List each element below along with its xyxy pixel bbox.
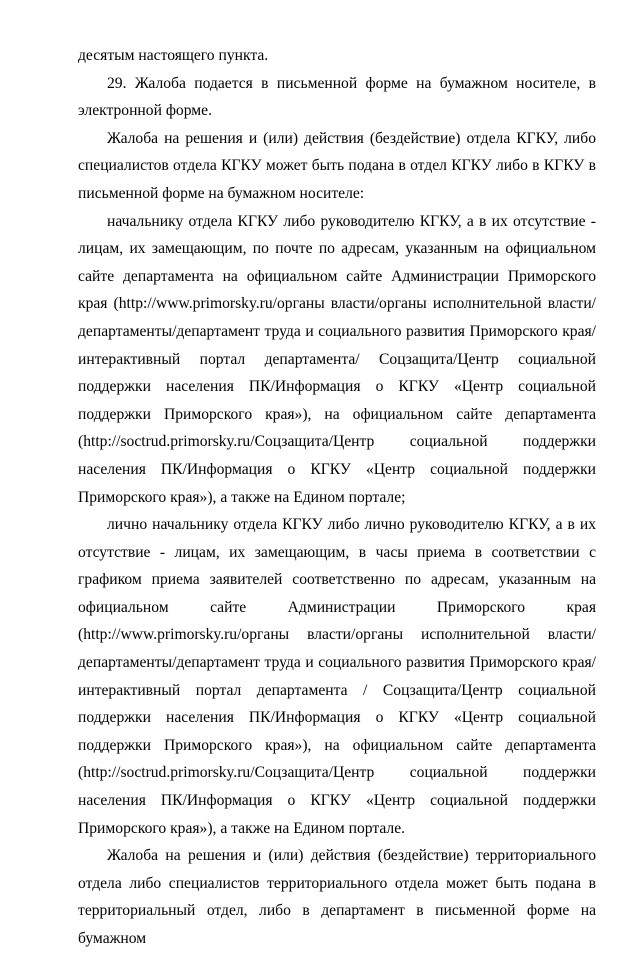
paragraph-item-29: 29. Жалоба подается в письменной форме на бумажном носителе, в электронной форме. xyxy=(78,74,596,120)
paragraph-continuation: десятым настоящего пункта. xyxy=(78,47,269,64)
paragraph-by-mail: начальнику отдела КГКУ либо руководителю КГКУ, а в их отсутствие - лицам, их замещающим, по почте по адресам, указанным на официальном сайте департамента на официальном сайте Администрации Приморского края (http://www.primorsky.ru/органы власти/органы исполнительной власти/департаменты/департамент труда и социального развития Приморского края/интерактивный портал департамента/ Соцзащита/Центр социальной поддержки населения ПК/Информация о КГКУ «Центр социальной поддержки Приморского края»), на официальном сайте департамента (http://soctrud.primorsky.ru/Соцзащита/Центр социальной поддержки населения ПК/Информация о КГКУ «Центр социальной поддержки Приморского края»), а также на Едином портале; xyxy=(78,212,596,506)
paragraph-complaint-department: Жалоба на решения и (или) действия (бездействие) отдела КГКУ, либо специалистов отдела КГКУ может быть подана в отдел КГКУ либо в КГКУ в письменной форме на бумажном носителе: xyxy=(78,129,596,202)
paragraph-in-person: лично начальнику отдела КГКУ либо лично руководителю КГКУ, а в их отсутствие - лицам, их замещающим, в часы приема в соответствии с графиком приема заявителей соответственно по адресам, указанным на официальном сайте Администрации Приморского края (http://www.primorsky.ru/органы власти/органы исполнительной власти/департаменты/департамент труда и социального развития Приморского края/интерактивный портал департамента / Соцзащита/Центр социальной поддержки населения ПК/Информация о КГКУ «Центр социальной поддержки Приморского края»), на официальном сайте департамента (http://soctrud.primorsky.ru/Соцзащита/Центр социальной поддержки населения ПК/Информация о КГКУ «Центр социальной поддержки Приморского края»), а также на Едином портале. xyxy=(78,516,596,837)
paragraph-territorial-department: Жалоба на решения и (или) действия (бездействие) территориального отдела либо специалистов территориального отдела может быть подана в территориальный отдел, либо в департамент в письменной форме на бумажном xyxy=(78,847,596,947)
